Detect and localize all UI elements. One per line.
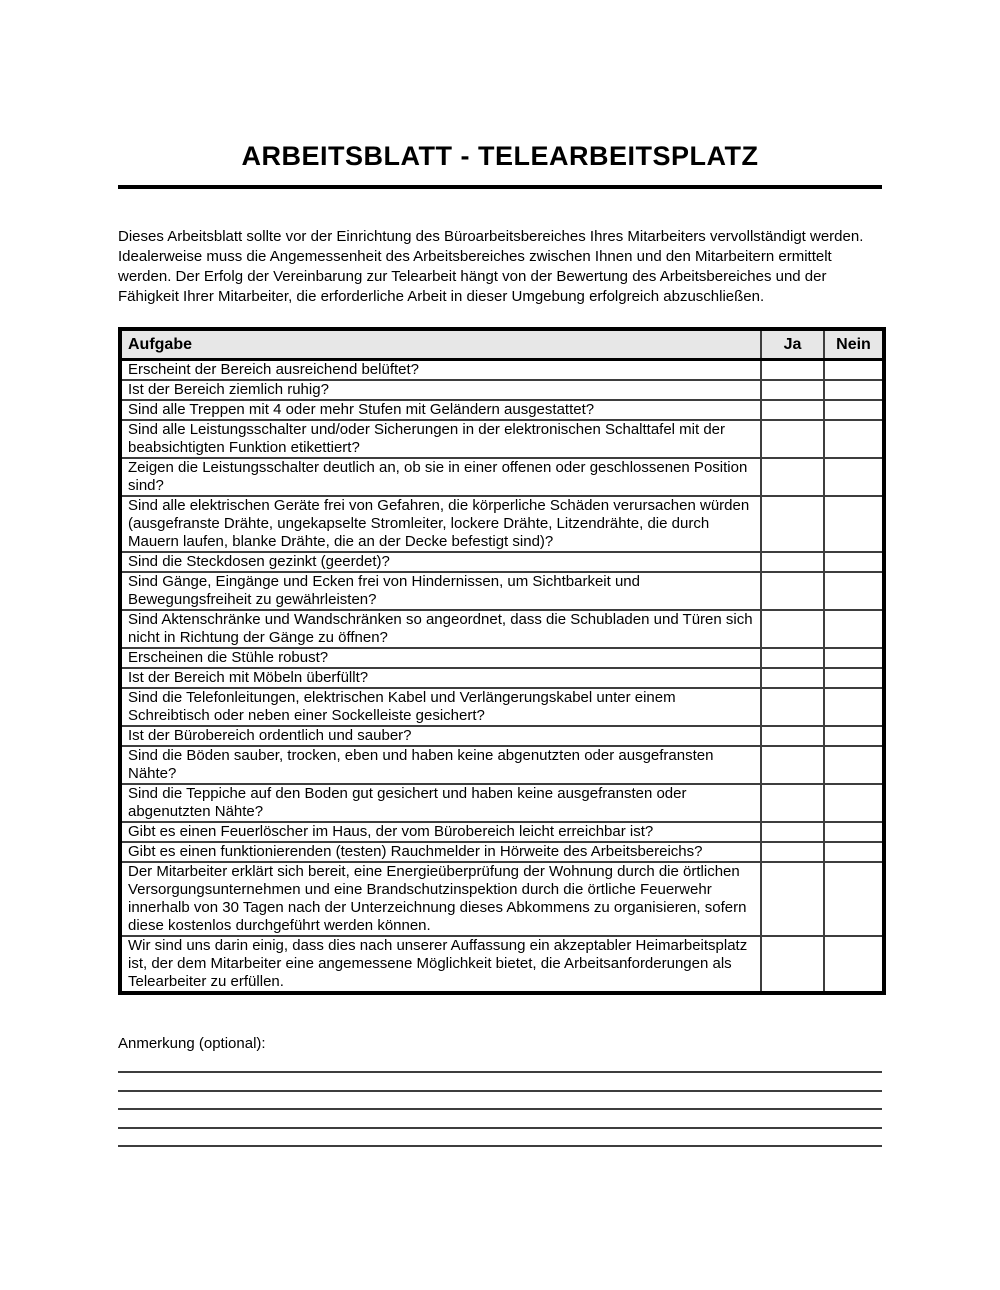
table-row <box>120 936 884 993</box>
table-row <box>120 726 884 746</box>
table-row <box>120 688 884 726</box>
task-cell: Erscheinen die Stühle robust? <box>120 648 761 668</box>
ja-answer-cell[interactable] <box>761 420 824 458</box>
task-cell: Sind die Teppiche auf den Boden gut gesichert und haben keine ausgefransten oder abgenutzten Nähte? <box>120 784 761 822</box>
ja-answer-cell[interactable] <box>761 936 824 993</box>
notes-label: Anmerkung (optional): <box>118 1035 266 1052</box>
nein-answer-cell[interactable] <box>824 784 884 822</box>
task-cell: Sind die Telefonleitungen, elektrischen Kabel und Verlängerungskabel unter einem Schreibtisch oder neben einer Sockelleiste gesichert? <box>120 688 761 726</box>
ja-answer-cell[interactable] <box>761 784 824 822</box>
table-row <box>120 380 884 400</box>
ja-answer-cell[interactable] <box>761 726 824 746</box>
table-row <box>120 400 884 420</box>
table-row <box>120 420 884 458</box>
nein-answer-cell[interactable] <box>824 822 884 842</box>
nein-answer-cell[interactable] <box>824 458 884 496</box>
ja-answer-cell[interactable] <box>761 610 824 648</box>
note-line <box>118 1071 882 1073</box>
nein-answer-cell[interactable] <box>824 688 884 726</box>
nein-answer-cell[interactable] <box>824 936 884 993</box>
table-row <box>120 822 884 842</box>
table-row <box>120 360 884 381</box>
ja-answer-cell[interactable] <box>761 458 824 496</box>
task-cell: Sind Aktenschränke und Wandschränken so angeordnet, dass die Schubladen und Türen sich nicht in Richtung der Gänge zu öffnen? <box>120 610 761 648</box>
ja-answer-cell[interactable] <box>761 380 824 400</box>
note-line <box>118 1127 882 1129</box>
nein-answer-cell[interactable] <box>824 668 884 688</box>
nein-answer-cell[interactable] <box>824 420 884 458</box>
title-rule <box>118 185 882 189</box>
table-row <box>120 784 884 822</box>
task-cell: Gibt es einen Feuerlöscher im Haus, der vom Bürobereich leicht erreichbar ist? <box>120 822 761 842</box>
task-cell: Sind alle Treppen mit 4 oder mehr Stufen mit Geländern ausgestattet? <box>120 400 761 420</box>
nein-answer-cell[interactable] <box>824 842 884 862</box>
task-cell: Der Mitarbeiter erklärt sich bereit, eine Energieüberprüfung der Wohnung durch die örtlichen Versorgungsunternehmen und eine Brandschutzinspektion durch die örtliche Feuerwehr innerhalb von 30 Tagen nach der Unterzeichnung dieses Abkommens zu organisieren, sofern diese kostenlos durchgeführt werden können. <box>120 862 761 936</box>
ja-answer-cell[interactable] <box>761 496 824 552</box>
task-cell: Erscheint der Bereich ausreichend belüftet? <box>120 360 761 381</box>
table-row <box>120 458 884 496</box>
task-cell: Sind alle Leistungsschalter und/oder Sicherungen in der elektronischen Schalttafel mit der beabsichtigten Funktion etikettiert? <box>120 420 761 458</box>
table-header-row <box>120 329 884 360</box>
task-cell: Ist der Bürobereich ordentlich und sauber? <box>120 726 761 746</box>
ja-answer-cell[interactable] <box>761 360 824 381</box>
table-row <box>120 668 884 688</box>
ja-answer-cell[interactable] <box>761 648 824 668</box>
note-line <box>118 1108 882 1110</box>
nein-answer-cell[interactable] <box>824 610 884 648</box>
ja-answer-cell[interactable] <box>761 862 824 936</box>
table-row <box>120 610 884 648</box>
table-row <box>120 862 884 936</box>
ja-answer-cell[interactable] <box>761 822 824 842</box>
nein-answer-cell[interactable] <box>824 380 884 400</box>
table-row <box>120 842 884 862</box>
nein-answer-cell[interactable] <box>824 862 884 936</box>
ja-answer-cell[interactable] <box>761 668 824 688</box>
task-cell: Sind die Böden sauber, trocken, eben und haben keine abgenutzten oder ausgefransten Nähte? <box>120 746 761 784</box>
table-row <box>120 552 884 572</box>
nein-answer-cell[interactable] <box>824 360 884 381</box>
column-header-aufgabe: Aufgabe <box>120 329 761 360</box>
nein-answer-cell[interactable] <box>824 496 884 552</box>
ja-answer-cell[interactable] <box>761 552 824 572</box>
ja-answer-cell[interactable] <box>761 688 824 726</box>
column-header-ja: Ja <box>761 329 824 360</box>
nein-answer-cell[interactable] <box>824 572 884 610</box>
table-row <box>120 746 884 784</box>
ja-answer-cell[interactable] <box>761 400 824 420</box>
intro-paragraph: Dieses Arbeitsblatt sollte vor der Einrichtung des Büroarbeitsbereiches Ihres Mitarbeiters vervollständigt werden. Idealerweise muss die Angemessenheit des Arbeitsbereiches zwischen Ihnen und den Mitarbeitern ermittelt werden. Der Erfolg der Vereinbarung zur Telearbeit hängt von der Bewertung des Arbeitsbereiches und der Fähigkeit Ihrer Mitarbeiter, die erforderliche Arbeit in dieser Umgebung erfolgreich abzuschließen. <box>118 228 864 305</box>
nein-answer-cell[interactable] <box>824 400 884 420</box>
table-row <box>120 648 884 668</box>
nein-answer-cell[interactable] <box>824 746 884 784</box>
nein-answer-cell[interactable] <box>824 648 884 668</box>
task-cell: Zeigen die Leistungsschalter deutlich an, ob sie in einer offenen oder geschlossenen Position sind? <box>120 458 761 496</box>
ja-answer-cell[interactable] <box>761 572 824 610</box>
task-cell: Wir sind uns darin einig, dass dies nach unserer Auffassung ein akzeptabler Heimarbeitsplatz ist, der dem Mitarbeiter eine angemessene Möglichkeit bietet, die Arbeitsanforderungen als Telearbeiter zu erfüllen. <box>120 936 761 993</box>
task-cell: Ist der Bereich mit Möbeln überfüllt? <box>120 668 761 688</box>
note-line <box>118 1090 882 1092</box>
task-cell: Sind die Steckdosen gezinkt (geerdet)? <box>120 552 761 572</box>
table-row <box>120 496 884 552</box>
ja-answer-cell[interactable] <box>761 842 824 862</box>
task-cell: Sind Gänge, Eingänge und Ecken frei von Hindernissen, um Sichtbarkeit und Bewegungsfreiheit zu gewährleisten? <box>120 572 761 610</box>
checklist-table <box>118 327 886 995</box>
nein-answer-cell[interactable] <box>824 726 884 746</box>
ja-answer-cell[interactable] <box>761 746 824 784</box>
nein-answer-cell[interactable] <box>824 552 884 572</box>
column-header-nein: Nein <box>824 329 884 360</box>
task-cell: Ist der Bereich ziemlich ruhig? <box>120 380 761 400</box>
task-cell: Sind alle elektrischen Geräte frei von Gefahren, die körperliche Schäden verursachen würden (ausgefranste Drähte, ungekapselte Stromleiter, lockere Drähte, Litzendrähte, die durch Mauern laufen, blanke Drähte, die an der Decke befestigt sind)? <box>120 496 761 552</box>
page-title: ARBEITSBLATT - TELEARBEITSPLATZ <box>241 141 759 171</box>
table-row <box>120 572 884 610</box>
task-cell: Gibt es einen funktionierenden (testen) Rauchmelder in Hörweite des Arbeitsbereichs? <box>120 842 761 862</box>
note-line <box>118 1145 882 1147</box>
